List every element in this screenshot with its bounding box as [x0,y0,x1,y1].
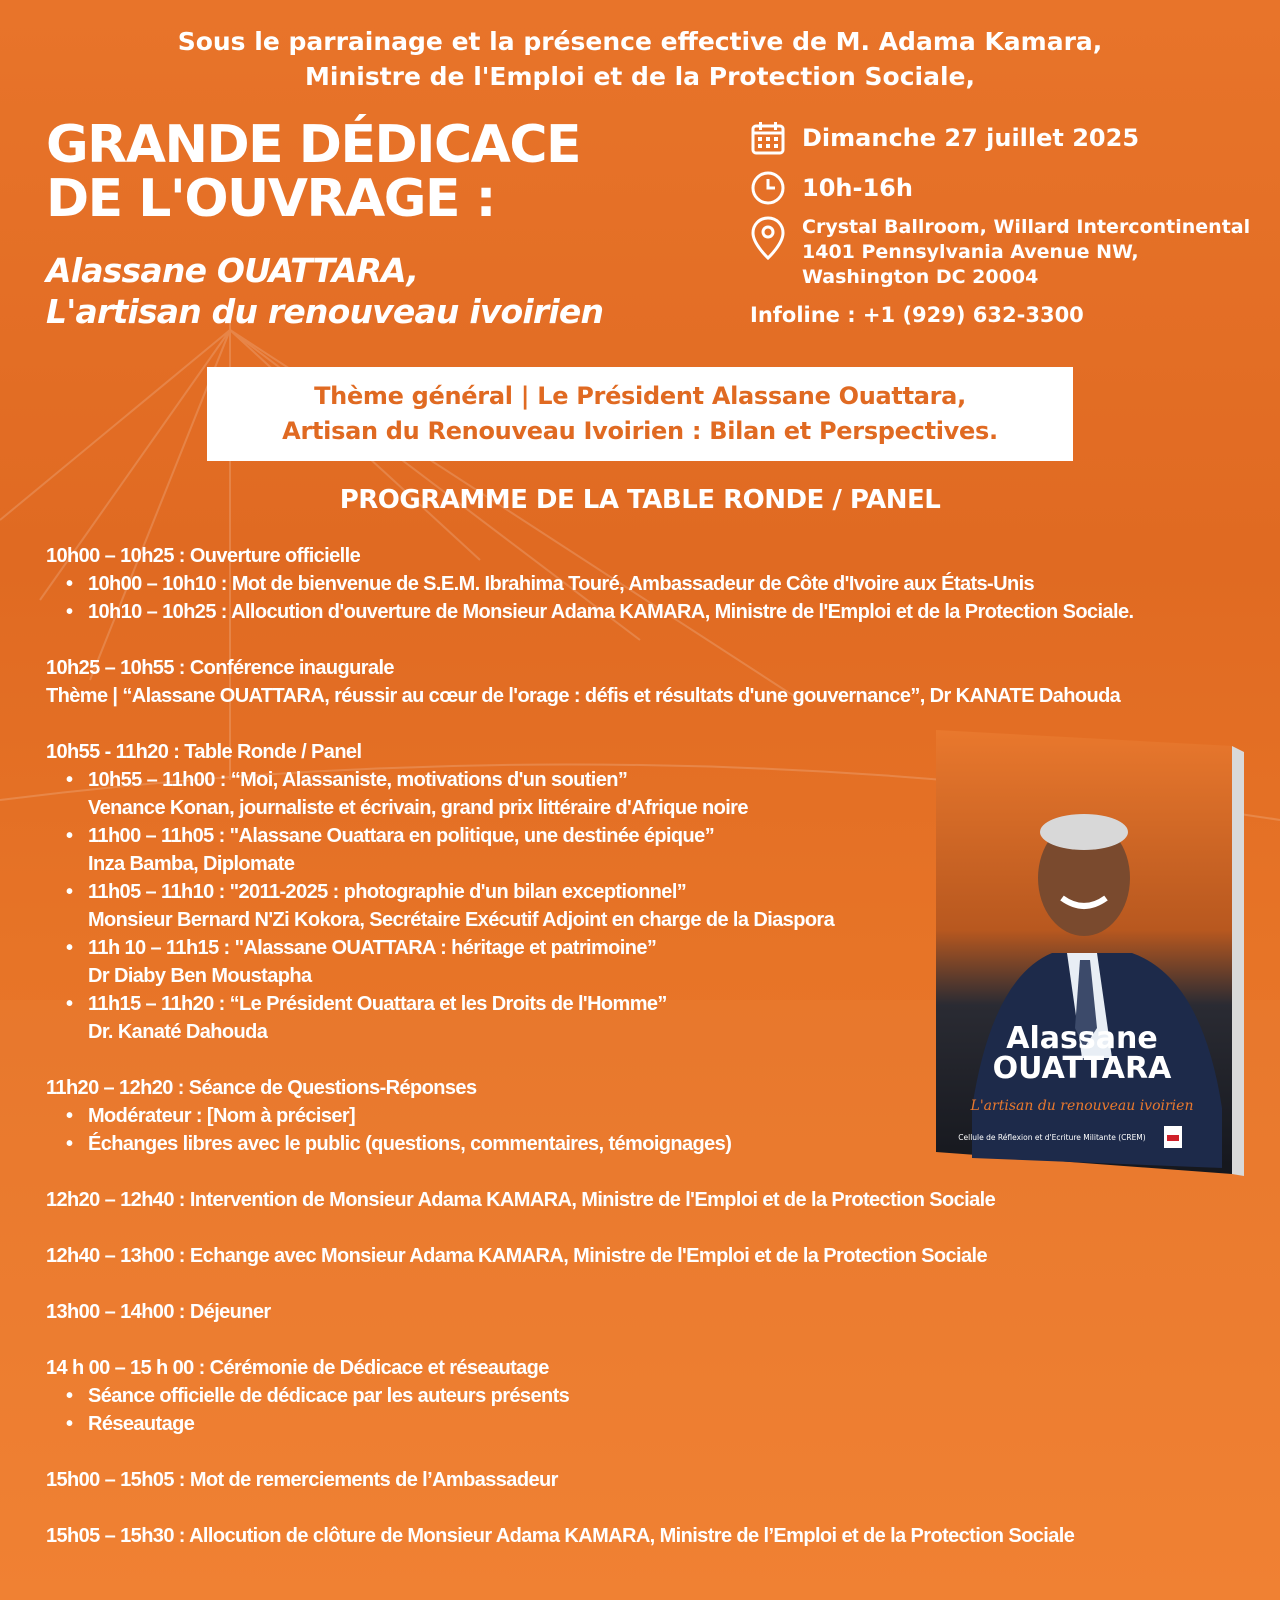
page-title [46,115,706,229]
book-title-line-1: Alassane [1006,1021,1158,1056]
infoline-phone: Infoline : +1 (929) 632-3300 [750,303,1084,327]
event-date-row [748,118,1139,158]
program-item: • Échanges libres avec le public (questions, commentaires, témoignages) [46,1130,1246,1158]
program-section-heading: 15h05 – 15h30 : Allocution de clôture de Monsieur Adama KAMARA, Ministre de l’Emploi et de la Protection Sociale [46,1525,1075,1547]
location-line-1: Crystal Ballroom, Willard Intercontinental [802,216,1251,238]
subtitle-line-2: L'artisan du renouveau ivoirien [46,292,604,331]
program-item: • 10h00 – 10h10 : Mot de bienvenue de S.E.M. Ibrahima Touré, Ambassadeur de Côte d'Ivoire aux États-Unis [46,570,1246,598]
program-item-text: Thème | “Alassane OUATTARA, réussir au cœur de l'orage : défis et résultats d'une gouvernance”, Dr KANATE Dahouda [46,685,1121,707]
program-item: • Séance officielle de dédicace par les auteurs présents [46,1382,1246,1410]
subtitle-line-1: Alassane OUATTARA, [46,251,419,290]
location-pin-icon [748,215,788,261]
book-publisher: Cellule de Réflexion et d'Ecriture Militante (CREM) [958,1133,1146,1142]
book-cover-image [932,728,1248,1188]
program-item: • 11h15 – 11h20 : “Le Président Ouattara et les Droits de l'Homme” [46,990,1246,1018]
program-section-heading: 12h40 – 13h00 : Echange avec Monsieur Adama KAMARA, Ministre de l'Emploi et de la Protection Sociale [46,1245,987,1267]
theme-line-2: Artisan du Renouveau Ivoirien : Bilan et Perspectives. [282,417,998,445]
program-section-heading: 10h55 - 11h20 : Table Ronde / Panel [46,741,362,763]
program-item: • 10h10 – 10h25 : Allocution d'ouverture de Monsieur Adama KAMARA, Ministre de l'Emploi et de la Protection Sociale. [46,598,1246,626]
sponsor-line-2: Ministre de l'Emploi et de la Protection Sociale, [305,62,975,91]
event-location [802,215,1250,290]
title-line-2: DE L'OUVRAGE : [46,169,495,229]
general-theme-box [207,367,1073,461]
program-item: • 11h00 – 11h05 : "Alassane Ouattara en politique, une destinée épique” [46,822,1246,850]
book-title-line-2: OUATTARA [992,1051,1172,1086]
clock-icon [748,168,788,208]
program-item-speaker: Dr Diaby Ben Moustapha [88,965,312,987]
location-line-2: 1401 Pennsylvania Avenue NW, [802,241,1139,263]
program-item-speaker: Inza Bamba, Diplomate [88,853,295,875]
event-date: Dimanche 27 juillet 2025 [802,124,1140,152]
location-line-3: Washington DC 20004 [802,266,1039,288]
program-section-heading: 15h00 – 15h05 : Mot de remerciements de l’Ambassadeur [46,1469,558,1491]
theme-line-1: Thème général | Le Président Alassane Ouattara, [314,382,966,410]
event-time: 10h-16h [802,174,913,202]
program-section-heading: 14 h 00 – 15 h 00 : Cérémonie de Dédicace et réseautage [46,1357,549,1379]
event-location-row [748,215,1250,290]
sponsor-line-1: Sous le parrainage et la présence effective de M. Adama Kamara, [177,27,1103,56]
program-item-speaker: Monsieur Bernard N'Zi Kokora, Secrétaire Exécutif Adjoint en charge de la Diaspora [88,909,835,931]
program-item: • 11h05 – 11h10 : "2011-2025 : photographie d'un bilan exceptionnel” [46,878,1246,906]
program-section-heading: 10h25 – 10h55 : Conférence inaugurale [46,657,394,679]
program-item: • Modérateur : [Nom à préciser] [46,1102,1246,1130]
program-item: • 10h55 – 11h00 : “Moi, Alassaniste, motivations d'un soutien” [46,766,1246,794]
program-title: PROGRAMME DE LA TABLE RONDE / PANEL [339,485,941,515]
title-line-1: GRANDE DÉDICACE [46,115,581,175]
program-item: • 11h 10 – 11h15 : "Alassane OUATTARA : héritage et patrimoine” [46,934,1246,962]
book-script-subtitle: L'artisan du renouveau ivoirien [970,1098,1194,1114]
program-item-speaker: Venance Konan, journaliste et écrivain, grand prix littéraire d'Afrique noire [88,797,748,819]
calendar-icon [748,118,788,158]
event-time-row [748,168,913,208]
program-item-speaker: Dr. Kanaté Dahouda [88,1021,268,1043]
program-section-heading: 10h00 – 10h25 : Ouverture officielle [46,545,361,567]
program-item: • Réseautage [46,1410,1246,1438]
book-title-subtitle [46,250,726,332]
program-section-heading: 11h20 – 12h20 : Séance de Questions-Réponses [46,1077,477,1099]
program-section-heading: 12h20 – 12h40 : Intervention de Monsieur Adama KAMARA, Ministre de l'Emploi et de la Protection Sociale [46,1189,996,1211]
program-section-heading: 13h00 – 14h00 : Déjeuner [46,1301,271,1323]
sponsor-notice [0,24,1280,94]
